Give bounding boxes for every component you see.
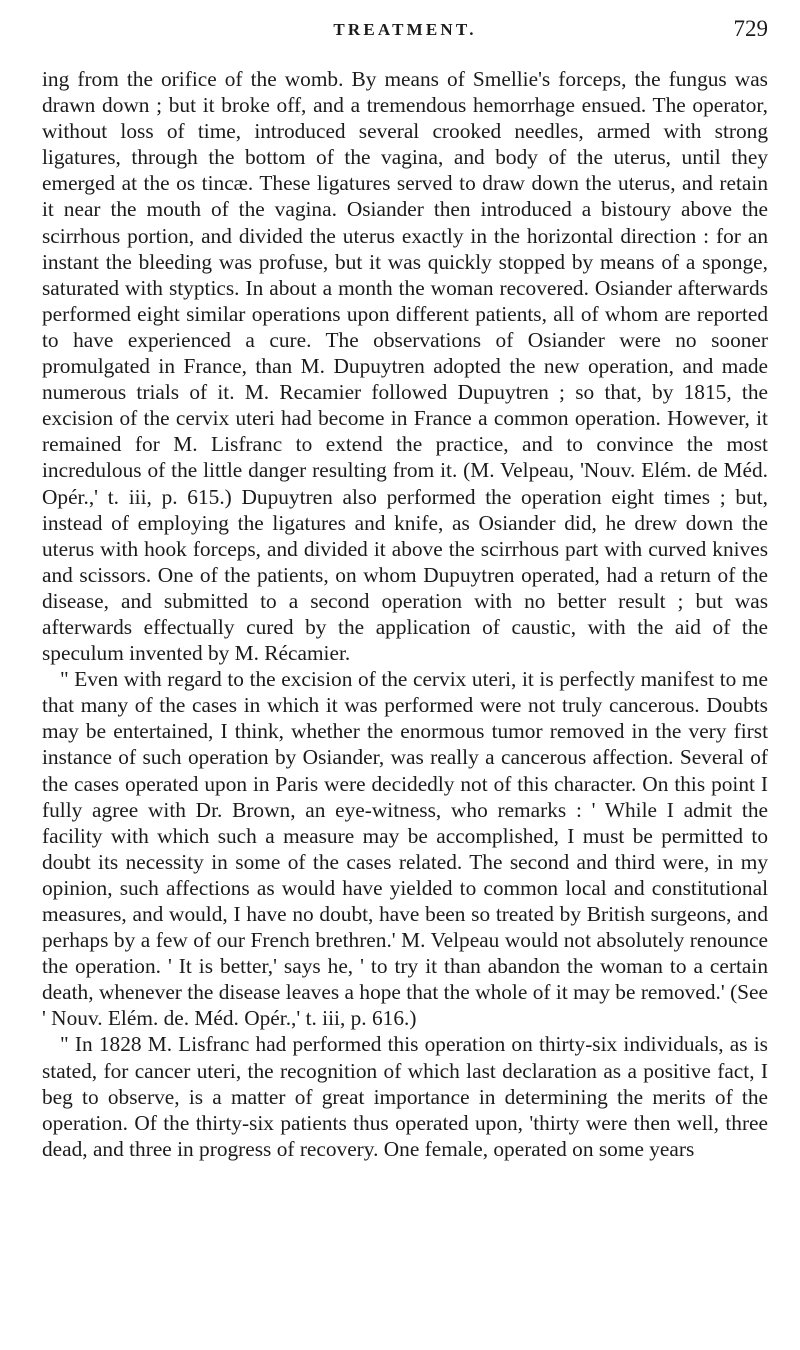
paragraph-2: " Even with regard to the excision of the cervix uteri, it is perfectly manifest to me that many of the cases in which it was performed were not truly cancerous. Doubts may be entertained, I think, whether the enormous tumor removed in the very first instance of such operation by Osiander, was really a cancerous affection. Several of the cases operated upon in Paris were decidedly not of this character. On this point I fully agree with Dr. Brown, an eye-witness, who remarks : ' While I admit the facility with which such a measure may be accomplished, I must be permitted to doubt its necessity in some of the cases related. The second and third were, in my opinion, such affections as would have yielded to common local and constitutional measures, and would, I have no doubt, have been so treated by British surgeons, and perhaps by a few of our French brethren.' M. Velpeau would not absolutely renounce the operation. ' It is better,' says he, ' to try it than abandon the woman to a certain death, whenever the disease leaves a hope that the whole of it may be removed.' (See ' Nouv. Elém. de. Méd. Opér.,' t. iii, p. 616.) xyxy=(42,667,768,1031)
page-number: 729 xyxy=(733,16,768,41)
body-text xyxy=(42,66,768,1162)
book-page xyxy=(42,0,768,1350)
paragraph-3: " In 1828 M. Lisfranc had performed this operation on thirty-six individuals, as is stated, for cancer uteri, the recognition of which last declaration as a positive fact, I beg to observe, is a matter of great importance in determining the merits of the operation. Of the thirty-six patients thus operated upon, 'thirty were then well, three dead, and three in progress of recovery. One female, operated on some years xyxy=(42,1032,768,1161)
page-header xyxy=(42,0,768,66)
running-head: TREATMENT. xyxy=(333,20,477,39)
paragraph-1: ing from the orifice of the womb. By means of Smellie's forceps, the fungus was drawn down ; but it broke off, and a tremendous hemorrhage ensued. The operator, without loss of time, introduced several crooked needles, armed with strong ligatures, through the bottom of the vagina, and body of the uterus, until they emerged at the os tincæ. These ligatures served to draw down the uterus, and retain it near the mouth of the vagina. Osiander then introduced a bistoury above the scirrhous portion, and divided the uterus exactly in the horizontal direction : for an instant the bleeding was profuse, but it was quickly stopped by means of a sponge, saturated with styptics. In about a month the woman recovered. Osiander afterwards performed eight similar operations upon different patients, all of whom are reported to have experienced a cure. The observations of Osiander were no sooner promulgated in France, than M. Dupuytren adopted the new operation, and made numerous trials of it. M. Recamier followed Dupuytren ; so that, by 1815, the excision of the cervix uteri had become in France a common operation. However, it remained for M. Lisfranc to extend the practice, and to convince the most incredulous of the little danger resulting from it. (M. Velpeau, 'Nouv. Elém. de Méd. Opér.,' t. iii, p. 615.) Dupuytren also performed the operation eight times ; but, instead of employing the ligatures and knife, as Osiander did, he drew down the uterus with hook forceps, and divided it above the scirrhous part with curved knives and scissors. One of the patients, on whom Dupuytren operated, had a return of the disease, and submitted to a second operation with no better result ; but was afterwards effectually cured by the application of caustic, with the aid of the speculum invented by M. Récamier. xyxy=(42,67,768,666)
